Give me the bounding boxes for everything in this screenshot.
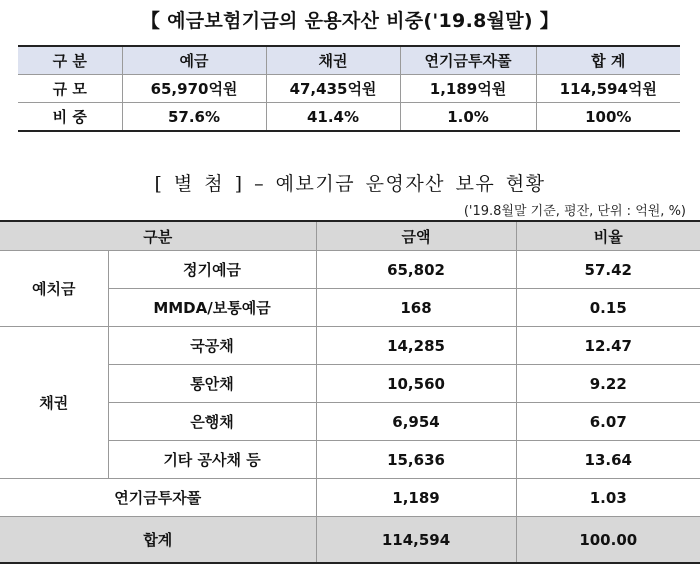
item-amount: 168 — [316, 289, 516, 327]
detail-table — [0, 220, 700, 564]
deposit-group-label: 예치금 — [0, 251, 108, 327]
item-amount: 65,802 — [316, 251, 516, 289]
summary-row-share — [18, 103, 680, 132]
summary-table — [18, 45, 680, 132]
summary-cell: 41.4% — [266, 103, 400, 132]
summary-cell: 47,435억원 — [266, 75, 400, 103]
summary-cell: 57.6% — [122, 103, 266, 132]
summary-header-cell: 채권 — [266, 46, 400, 75]
item-ratio: 9.22 — [516, 365, 700, 403]
summary-header-cell: 연기금투자풀 — [400, 46, 536, 75]
summary-cell: 규 모 — [18, 75, 122, 103]
total-row — [0, 517, 700, 564]
detail-header-row — [0, 221, 700, 251]
summary-header-row — [18, 46, 680, 75]
item-amount: 10,560 — [316, 365, 516, 403]
total-label: 합계 — [0, 517, 316, 564]
item-ratio: 12.47 — [516, 327, 700, 365]
item-ratio: 6.07 — [516, 403, 700, 441]
table-row — [0, 479, 700, 517]
summary-header-cell: 합 계 — [536, 46, 680, 75]
item-ratio: 13.64 — [516, 441, 700, 479]
item-amount: 14,285 — [316, 327, 516, 365]
summary-cell: 100% — [536, 103, 680, 132]
total-amount: 114,594 — [316, 517, 516, 564]
summary-header-cell: 구 분 — [18, 46, 122, 75]
detail-header-category: 구분 — [0, 221, 316, 251]
item-name: 은행채 — [108, 403, 316, 441]
item-ratio: 0.15 — [516, 289, 700, 327]
item-name: 국공채 — [108, 327, 316, 365]
summary-cell: 1.0% — [400, 103, 536, 132]
summary-cell: 비 중 — [18, 103, 122, 132]
item-name: 통안채 — [108, 365, 316, 403]
item-name: 기타 공사채 등 — [108, 441, 316, 479]
pool-label: 연기금투자풀 — [0, 479, 316, 517]
summary-cell: 1,189억원 — [400, 75, 536, 103]
table-row — [0, 327, 700, 365]
item-amount: 6,954 — [316, 403, 516, 441]
item-ratio: 1.03 — [516, 479, 700, 517]
summary-row-scale — [18, 75, 680, 103]
summary-title: 【 예금보험기금의 운용자산 비중('19.8월말) 】 — [140, 10, 560, 32]
bond-group-label: 채권 — [0, 327, 108, 479]
item-name: MMDA/보통예금 — [108, 289, 316, 327]
summary-cell: 114,594억원 — [536, 75, 680, 103]
total-ratio: 100.00 — [516, 517, 700, 564]
summary-cell: 65,970억원 — [122, 75, 266, 103]
unit-note: ('19.8월말 기준, 평잔, 단위 : 억원, %) — [463, 204, 686, 219]
item-name: 정기예금 — [108, 251, 316, 289]
table-row — [0, 251, 700, 289]
detail-header-amount: 금액 — [316, 221, 516, 251]
attachment-title: [ 별 첨 ] – 예보기금 운영자산 보유 현황 — [154, 173, 546, 195]
summary-header-cell: 예금 — [122, 46, 266, 75]
item-amount: 1,189 — [316, 479, 516, 517]
detail-header-ratio: 비율 — [516, 221, 700, 251]
item-ratio: 57.42 — [516, 251, 700, 289]
item-amount: 15,636 — [316, 441, 516, 479]
